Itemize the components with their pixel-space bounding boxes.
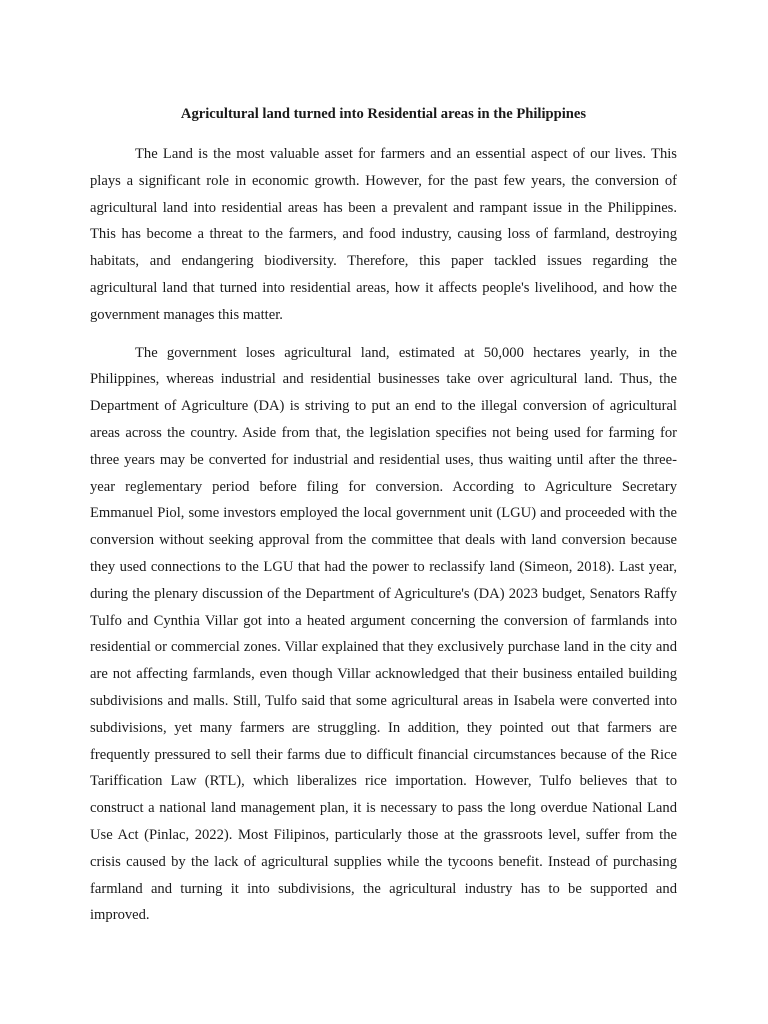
body-paragraph-2: The government loses agricultural land, estimated at 50,000 hectares yearly, in the Philippines, whereas industrial and residential businesses take over agricultural land. Thus, the Department of Agriculture (DA) is striving to put an end to the illegal conversion of agricultural areas across the country. Aside from that, the legislation specifies not being used for farming for three years may be converted for industrial and residential uses, thus waiting until after the three-year reglementary period before filing for conversion. According to Agriculture Secretary Emmanuel Piol, some investors employed the local government unit (LGU) and proceeded with the conversion without seeking approval from the committee that deals with land conversion because they used connections to the LGU that had the power to reclassify land (Simeon, 2018). Last year, during the plenary discussion of the Department of Agriculture's (DA) 2023 budget, Senators Raffy Tulfo and Cynthia Villar got into a heated argument concerning the conversion of farmlands into residential or commercial zones. Villar explained that they exclusively purchase land in the city and are not affecting farmlands, even though Villar acknowledged that their business entailed building subdivisions and malls. Still, Tulfo said that some agricultural areas in Isabela were converted into subdivisions, yet many farmers are struggling. In addition, they pointed out that farmers are frequently pressured to sell their farms due to difficult financial circumstances because of the Rice Tariffication Law (RTL), which liberalizes rice importation. However, Tulfo believes that to construct a national land management plan, it is necessary to pass the long overdue National Land Use Act (Pinlac, 2022). Most Filipinos, particularly those at the grassroots level, suffer from the crisis caused by the lack of agricultural supplies while the tycoons benefit. Instead of purchasing farmland and turning it into subdivisions, the agricultural industry has to be supported and improved. xyxy=(90,344,677,924)
body-paragraph-1: The Land is the most valuable asset for farmers and an essential aspect of our lives. This plays a significant role in economic growth. However, for the past few years, the conversion of agricultural land into residential areas has been a prevalent and rampant issue in the Philippines. This has become a threat to the farmers, and food industry, causing loss of farmland, destroying habitats, and endangering biodiversity. Therefore, this paper tackled issues regarding the agricultural land that turned into residential areas, how it affects people's livelihood, and how the government manages this matter. xyxy=(90,146,677,323)
document-body xyxy=(90,141,677,940)
document-title: Agricultural land turned into Residential areas in the Philippines xyxy=(180,106,587,122)
